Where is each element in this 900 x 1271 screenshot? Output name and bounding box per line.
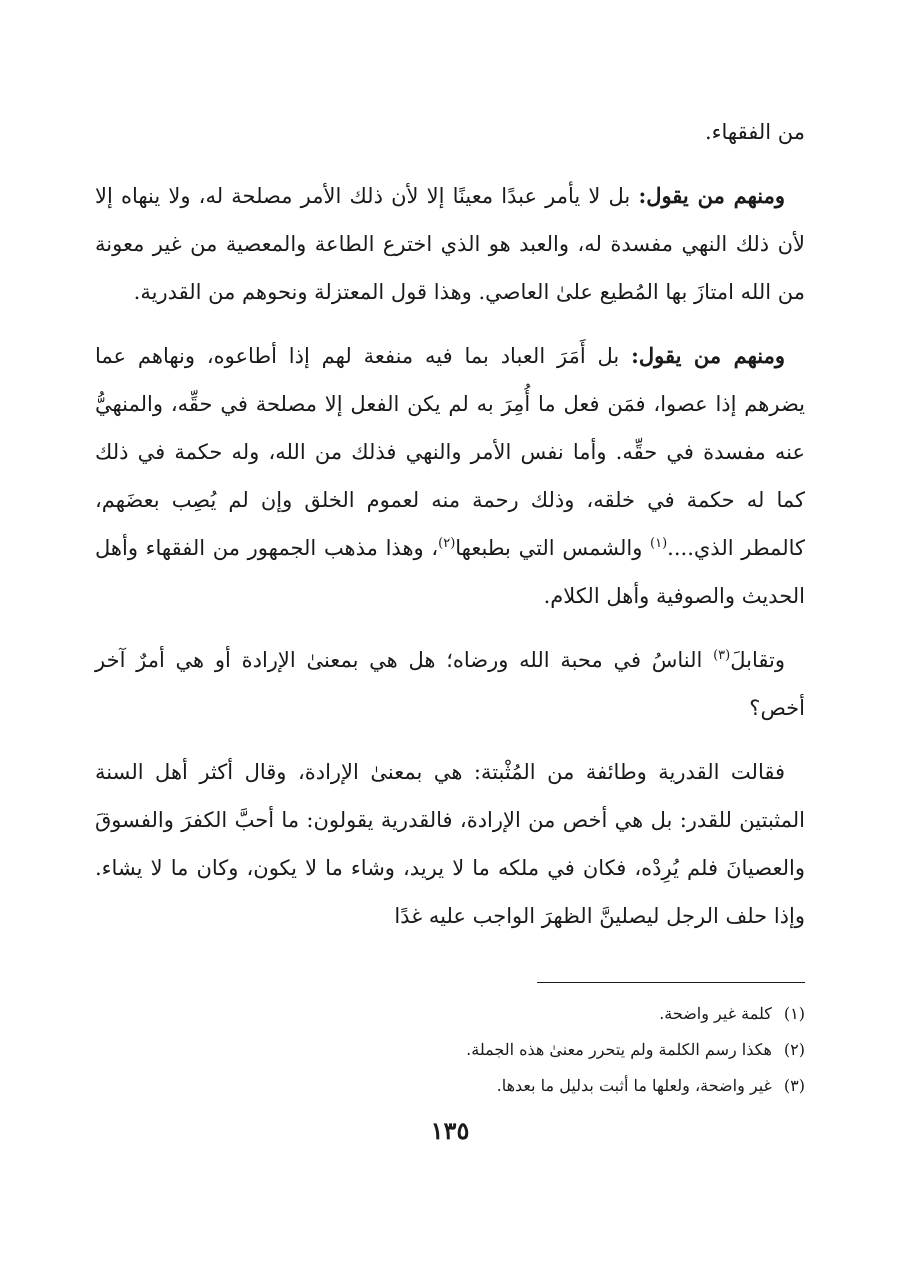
paragraph-2 [95,172,805,316]
footnote-2 [95,1032,805,1068]
footnote-3-number: (٣) [783,1076,805,1095]
paragraph-3-lead: ومنهم من يقول: [631,343,785,368]
footnote-3-text: غير واضحة، ولعلها ما أثبت بدليل ما بعدها. [496,1076,772,1095]
paragraph-2-text: بل لا يأمر عبدًا معينًا إلا لأن ذلك الأمر مصلحة له، ولا ينهاه إلا لأن ذلك النهي مفسدة له، والعبد هو الذي اخترع الطاعة والمعصية من غير معونة من الله امتازَ بها المُطيع علىٰ العاصي. وهذا قول المعتزلة ونحوهم من القدرية. [95,184,805,304]
paragraph-4 [95,636,805,732]
footnote-1 [95,996,805,1032]
footnote-2-number: (٢) [783,1040,805,1059]
footnote-3 [95,1068,805,1104]
footnote-ref-1[interactable]: (١) [650,536,668,551]
paragraph-1-text: من الفقهاء. [704,120,805,144]
paragraph-3-text-c: ، وهذا مذهب الجمهور من الفقهاء وأهل الحديث والصوفية وأهل الكلام. [95,536,805,608]
footnote-2-text: هكذا رسم الكلمة ولم يتحرر معنىٰ هذه الجملة. [466,1040,772,1059]
page-number: ١٣٥ [430,1116,470,1145]
footnotes [95,996,805,1104]
footnote-ref-2[interactable]: (٢) [438,536,456,551]
paragraph-3-text-b: والشمس التي بطبعها [455,536,651,560]
paragraph-5-text: فقالت القدرية وطائفة من المُثْبتة: هي بمعنىٰ الإرادة، وقال أكثر أهل السنة المثبتين للقدر: بل هي أخص من الإرادة، فالقدرية يقولون: ما أحبَّ الكفرَ والفسوقَ والعصيانَ فلم يُرِدْه، فكان في ملكه ما لا يريد، وشاء ما لا يكون، وكان ما لا يشاء. وإذا حلف الرجل ليصلينَّ الظهرَ الواجب عليه غدًا [95,760,805,928]
paragraph-4-text-b: الناسُ في محبة الله ورضاه؛ هل هي بمعنىٰ الإرادة أو هي أمرٌ آخر أخص؟ [95,648,805,720]
paragraph-2-lead: ومنهم من يقول: [638,183,785,208]
paragraph-3 [95,332,805,620]
main-text [95,108,805,956]
paragraph-5 [95,748,805,940]
footnote-divider [537,982,805,983]
paragraph-4-text-a: وتقابلَ [730,648,785,672]
footnote-1-number: (١) [783,1004,805,1023]
paragraph-3-text-a: بل أَمَرَ العباد بما فيه منفعة لهم إذا أطاعوه، ونهاهم عما يضرهم إذا عصوا، فمَن فعل ما أُمِرَ به لم يكن الفعل إلا مصلحة في حقِّه، والمنهيُّ عنه مفسدة في حقِّه. وأما نفس الأمر والنهي فذلك من الله، وله حكمة في ذلك كما له حكمة في خلقه، وذلك رحمة منه لعموم الخلق وإن لم يُصِب بعضَهم، كالمطر الذي.... [95,344,805,560]
footnote-1-text: كلمة غير واضحة. [659,1004,772,1023]
footnote-ref-3[interactable]: (٣) [713,648,731,663]
paragraph-1 [95,108,805,156]
